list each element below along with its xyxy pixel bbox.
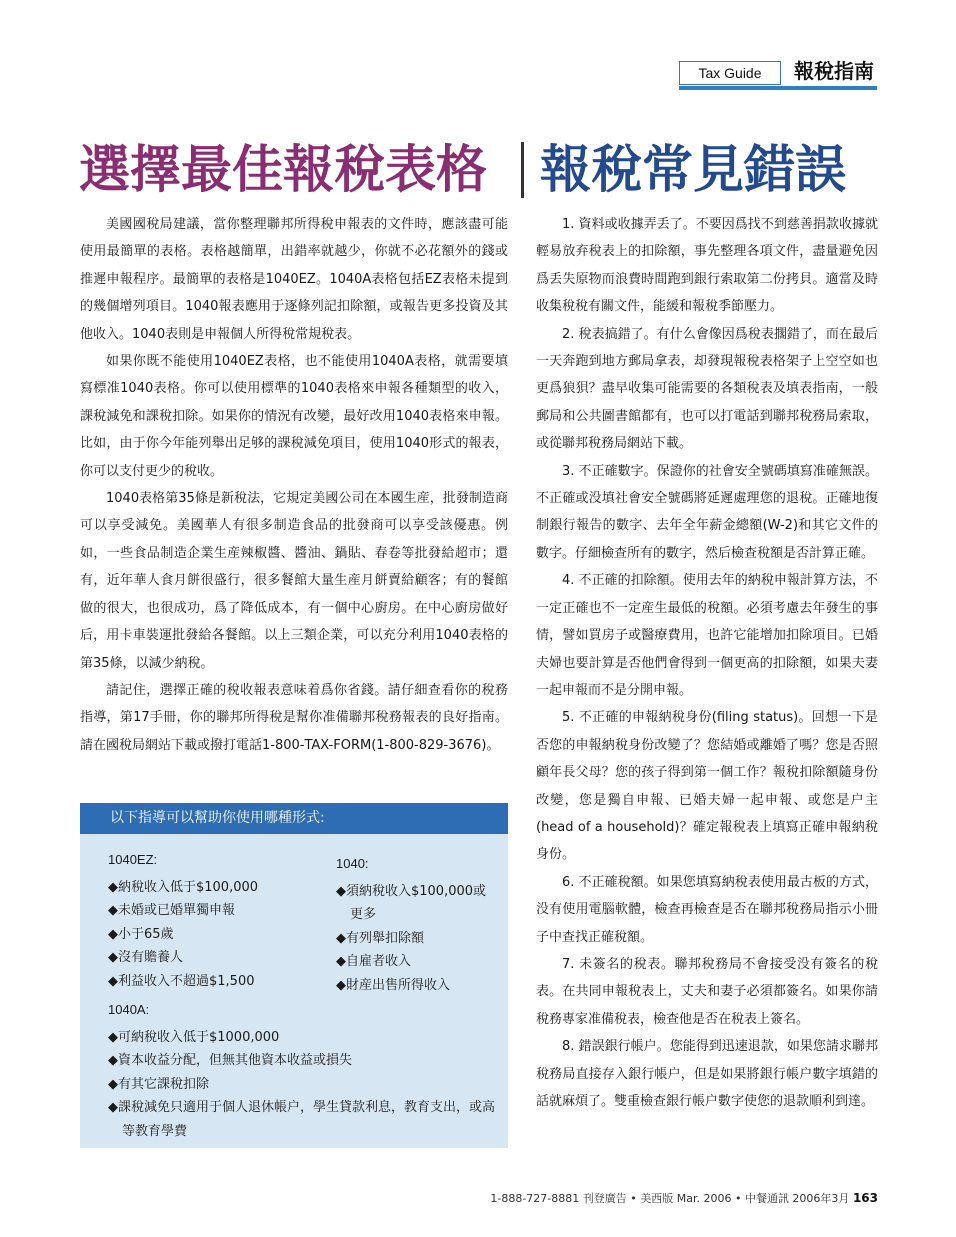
info-box	[80, 834, 508, 1148]
list-item: ◆自雇者收入	[336, 954, 411, 969]
left-paragraph: 美國國稅局建議，當你整理聯邦所得稅申報表的文件時，應該盡可能使用最簡單的表格。表格越簡單，出錯率就越少，你就不必花額外的錢或推遲申報程序。最簡單的表格是1040EZ。1040A表格包括EZ表格未提到的幾個增列項目。1040報表應用于逐條列記扣除額，或報告更多投資及其他收入。1040表則是申報個人所得稅常規稅表。	[80, 217, 508, 342]
form-1040ez-list	[108, 848, 298, 993]
list-item: ◆課稅減免只適用于個人退休帳户，學生貸款利息，教育支出，或高等教育學費	[108, 1100, 495, 1139]
section-tag-english: Tax Guide	[679, 61, 781, 85]
section-tag-chinese: 報稅指南	[794, 59, 874, 83]
right-paragraph: 2. 稅表搞錯了。有什么會像因爲稅表擱錯了，而在最后一天奔跑到地方郵局拿表，却發現報稅表格架子上空空如也更爲狼狽？盡早收集可能需要的各類稅表及填表指南，一般郵局和公共圖書館都有，也可以打電話到聯邦稅務局索取，或從聯邦稅務局網站下載。	[536, 326, 878, 452]
left-paragraph: 如果你既不能使用1040EZ表格，也不能使用1040A表格，就需要填寫標准1040表格。你可以使用標準的1040表格來申報各種類型的收入，課稅減免和課稅扣除。如果你的情況有改變，最好改用1040表格來申報。比如，由于你今年能列舉出足够的課稅減免項目，使用1040形式的報表，你可以支付更少的稅收。	[80, 354, 508, 479]
footer-text: 1-888-727-8881 刊登廣告 • 美西版 Mar. 2006 • 中餐通訊 2006年3月	[490, 1192, 850, 1205]
right-paragraph: 7. 未簽名的稅表。聯邦稅務局不會接受没有簽名的稅表。在共同申報稅表上，丈夫和妻子必須都簽名。如果你請稅務專家准備稅表，檢查他是否在稅表上簽名。	[536, 956, 878, 1027]
list-item: ◆納稅收入低于$100,000	[108, 879, 259, 895]
right-paragraph: 6. 不正確稅額。如果您填寫納稅表使用最古板的方式，没有使用電腦軟體，檢查再檢查是否在聯邦稅務局指示小冊子中查找正確稅額。	[536, 874, 878, 945]
form-1040-list	[336, 852, 496, 997]
list-item: ◆未婚或已婚單獨申報	[108, 903, 235, 918]
right-paragraph: 4. 不正確的扣除額。使用去年的納稅申報計算方法，不一定正確也不一定産生最低的稅額。必須考慮去年發生的事情，譬如買房子或醫療費用，也許它能增加扣除項目。已婚夫婦也要計算是否他們會得到一個更高的扣除額，如果夫妻一起申報而不是分開申報。	[536, 573, 878, 698]
page-footer	[470, 1190, 878, 1207]
form-1040ez-title: 1040EZ:	[108, 852, 158, 867]
left-paragraph: 請記住，選擇正確的稅收報表意味着爲你省錢。請仔細查看你的稅務指導，第17手冊，你的聯邦所得稅是幫你准備聯邦稅務報表的良好指南。請在國稅局網站下載或撥打電話1-800-TAX-FORM(1-800-829-3676)。	[80, 682, 508, 753]
right-article-body	[536, 211, 878, 1115]
form-1040a-list	[108, 998, 498, 1143]
right-article-title: 報稅常見錯誤	[540, 140, 847, 200]
list-item: ◆沒有贍養人	[108, 950, 183, 965]
left-article-title: 選擇最佳報稅表格	[79, 140, 488, 200]
list-item: ◆有列舉扣除額	[336, 930, 424, 946]
title-divider	[521, 142, 524, 198]
list-item: ◆有其它課稅扣除	[108, 1076, 209, 1092]
list-item: ◆財産出售所得收入	[336, 977, 450, 993]
right-paragraph: 5. 不正確的申報納稅身份(filing status)。回想一下是否您的申報納稅身份改變了？您結婚或離婚了嗎？您是否照顧年長父母？您的孩子得到第一個工作？報稅扣除額隨身份改變，您是獨自申報、已婚夫婦一起申報、或您是户主(head of a household)？確定報稅表上填寫正確申報納稅身份。	[536, 710, 878, 863]
list-item: ◆利益收入不超過$1,500	[108, 973, 255, 989]
right-paragraph: 1. 資料或收據弄丢了。不要因爲找不到慈善捐款收據就輕易放弃稅表上的扣除額，事先整理各項文件，盡量避免因爲丢失原物而浪費時間跑到銀行索取第二份拷貝。適當及時收集稅稅有關文件，能緩和報稅季節壓力。	[536, 217, 878, 315]
form-1040-title: 1040:	[336, 856, 369, 871]
page-number: 163	[852, 1191, 878, 1205]
left-article-body	[80, 211, 508, 759]
right-paragraph: 8. 錯誤銀行帳户。您能得到迅速退款，如果您請求聯邦稅務局直接存入銀行帳户，但是如果將銀行帳户數字填錯的話就麻煩了。雙重檢查銀行帳户數字使您的退款順利到達。	[536, 1039, 878, 1109]
list-item: ◆須納稅收入$100,000或更多	[336, 883, 487, 922]
left-paragraph: 1040表格第35條是新稅法，它規定美國公司在本國生産，批發制造商可以享受減免。美國華人有很多制造食品的批發商可以享受該優惠。例如，一些食品制造企業生産辣椒醬、醬油、鍋貼、春卷等批發給超市；還有，近年華人食月餅很盛行，很多餐館大量生産月餅賣給顧客；有的餐館做的很大，也很成功，爲了降低成本，有一個中心廚房。在中心廚房做好后，用卡車裝運批發給各餐館。以上三類企業，可以充分利用1040表格的第35條，以減少納稅。	[80, 491, 508, 671]
list-item: ◆可納稅收入低于$1000,000	[108, 1029, 280, 1045]
list-item: ◆小于65歲	[108, 926, 174, 942]
form-1040a-title: 1040A:	[108, 1002, 150, 1017]
info-box-header: 以下指導可以幫助你使用哪種形式:	[80, 803, 508, 834]
section-tag-underline	[679, 86, 877, 90]
right-paragraph: 3. 不正確數字。保證你的社會安全號碼填寫准確無誤。不正確或没填社會安全號碼將延遲處理您的退稅。正確地復制銀行報告的數字、去年全年薪金總額(W-2)和其它文件的數字。仔細檢查所有的數字，然后檢查稅額是否計算正確。	[536, 463, 878, 561]
list-item: ◆資本收益分配，但無其他資本收益或損失	[108, 1053, 352, 1068]
